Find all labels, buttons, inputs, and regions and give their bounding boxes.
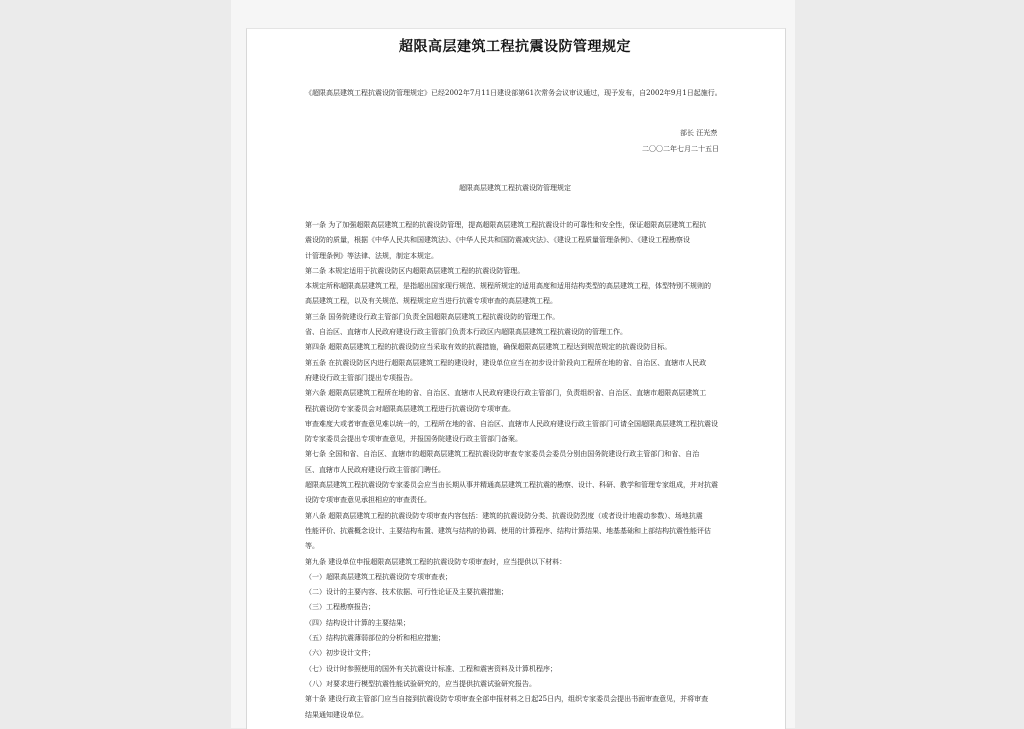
body-line: 第八条 超限高层建筑工程的抗震设防专项审查内容包括：建筑的抗震设防分类、抗震设防烈度（或者设计地震动参数）、场地抗震 [305,511,703,520]
intro-paragraph: 《超限高层建筑工程抗震设防管理规定》已经2002年7月11日建设部第61次常务会议审议通过，现予发布，自2002年9月1日起施行。 [305,89,722,97]
body-line: 省、自治区、直辖市人民政府建设行政主管部门负责本行政区内超限高层建筑工程抗震设防的管理工作。 [305,328,627,337]
body-line: 第一条 为了加强超限高层建筑工程的抗震设防管理，提高超限高层建筑工程抗震设计的可靠性和安全性，保证超限高层建筑工程抗 [305,221,707,229]
body-line: （五）结构抗震薄弱部位的分析和相应措施； [305,634,445,643]
document-subtitle: 超限高层建筑工程抗震设防管理规定 [459,184,571,192]
body-line: 第四条 超限高层建筑工程的抗震设防应当采取有效的抗震措施，确保超限高层建筑工程达到规范规定的抗震设防目标。 [305,343,672,352]
body-line: 第七条 全国和省、自治区、直辖市的超限高层建筑工程抗震设防审查专家委员会委员分别由国务院建设行政主管部门和省、自治 [305,450,700,459]
body-line: 设防专项审查意见承担相应的审查责任。 [305,496,431,505]
body-line: （八）对要求进行模型抗震性能试验研究的，应当提供抗震试验研究报告。 [305,679,536,688]
body-line: （三）工程勘察报告； [305,603,375,612]
body-line: （七）设计时参照使用的国外有关抗震设计标准、工程和震害资料及计算机程序； [305,664,557,673]
signer: 部长 汪光焘 [680,129,718,137]
body-line: 第五条 在抗震设防区内进行超限高层建筑工程的建设时，建设单位应当在初步设计阶段向工程所在地的省、自治区、直辖市人民政 [305,358,707,367]
body-line: 结果通知建设单位。 [305,710,368,719]
date: 二〇〇二年七月二十五日 [642,145,719,153]
body-line: 第三条 国务院建设行政主管部门负责全国超限高层建筑工程抗震设防的管理工作。 [305,312,560,321]
body-line: 第九条 建设单位申报超限高层建筑工程的抗震设防专项审查时，应当提供以下材料： [305,557,567,566]
body-line: 本规定所称超限高层建筑工程，是指超出国家现行规范、规程所规定的适用高度和适用结构类型的高层建筑工程，体型特别不规则的 [305,282,711,291]
body-line: 第二条 本规定适用于抗震设防区内超限高层建筑工程的抗震设防管理。 [305,266,525,275]
body-line: 震设防的质量，根据《中华人民共和国建筑法》、《中华人民共和国防震减灾法》、《建设工程质量管理条例》、《建设工程勘察设 [305,236,690,245]
body-line: 第十条 建设行政主管部门应当自接到抗震设防专项审查全部申报材料之日起25日内，组织专家委员会提出书面审查意见，并将审查 [305,695,709,704]
body-line: 审查难度大或者审查意见难以统一的，工程所在地的省、自治区、直辖市人民政府建设行政主管部门可请全国超限高层建筑工程抗震设 [305,419,718,428]
body-line: 高层建筑工程，以及有关规范、规程规定应当进行抗震专项审查的高层建筑工程。 [305,297,557,306]
body-line: 第六条 超限高层建筑工程所在地的省、自治区、直辖市人民政府建设行政主管部门，负责组织省、自治区、直辖市超限高层建筑工 [305,389,707,398]
body-line: （一）超限高层建筑工程抗震设防专项审查表； [305,572,452,581]
body-line: 超限高层建筑工程抗震设防专家委员会应当由长期从事并精通高层建筑工程抗震的勘察、设计、科研、教学和管理专家组成，并对抗震 [305,481,718,490]
body-line: （四）结构设计计算的主要结果； [305,618,410,627]
body-line: （六）初步设计文件； [305,649,375,658]
body-line: 防专家委员会提出专项审查意见，并报国务院建设行政主管部门备案。 [305,435,522,444]
body-line: 程抗震设防专家委员会对超限高层建筑工程进行抗震设防专项审查。 [305,404,515,413]
body-line: 性能评价、抗震概念设计、主要结构布置、建筑与结构的协调、使用的计算程序、结构计算结果、地基基础和上部结构抗震性能评估 [305,526,711,535]
body-line: 区、直辖市人民政府建设行政主管部门聘任。 [305,465,445,474]
document-body [305,218,725,723]
body-line: （二）设计的主要内容、技术依据、可行性论证及主要抗震措施； [305,588,508,597]
body-line: 府建设行政主管部门提出专项报告。 [305,373,417,382]
body-line: 计管理条例》等法律、法规，制定本规定。 [305,251,438,260]
body-line: 等。 [305,542,319,551]
document-title: 超限高层建筑工程抗震设防管理规定 [399,39,631,55]
